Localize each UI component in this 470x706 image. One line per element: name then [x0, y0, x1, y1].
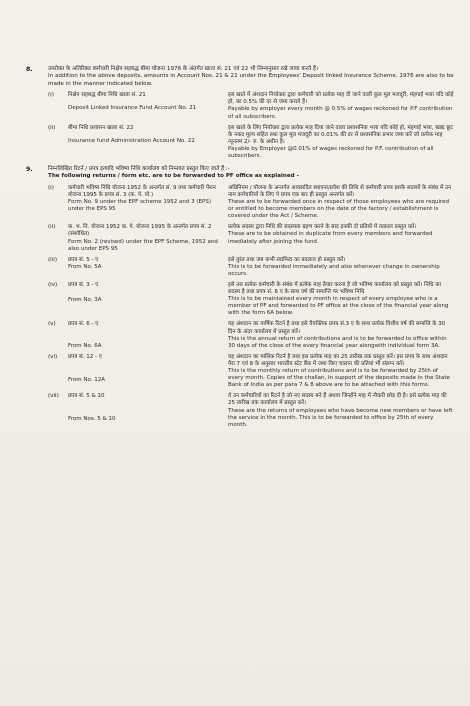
- item-number: (v): [48, 321, 56, 328]
- item-label-hindi: बीमा निधि प्रशासन खाता सं. 22: [68, 124, 134, 131]
- item-description: [228, 224, 454, 252]
- item-desc-hindi: यह अंशदान का वार्षिक रिटर्न है तथा इसे वैयक्तिक प्रपत्र सं.3 ए के साथ प्रत्येक वित्तीय वर्ष की समाप्ति के 30 दिन के अंदर कार्यालय में प्रस्तुत करें।: [228, 321, 446, 335]
- item-description: [228, 257, 454, 278]
- item-desc-english: These are to be forwarded once in respect of those employees who are required or entitled to become members on the date of the factory / establishment is covered under the Act / Scheme.: [228, 199, 450, 220]
- item-desc-english: Payable by Employer @0.01% of wages reckoned for P.F. contribution of all subscribers.: [228, 145, 434, 159]
- item-label: [68, 125, 228, 160]
- item-description: [228, 282, 454, 317]
- item-number: (i): [48, 184, 54, 191]
- item-description: [228, 393, 454, 428]
- item-label: [68, 185, 228, 220]
- item-label-hindi: प्रपत्र सं. 12 - ए: [68, 353, 102, 360]
- item-label-english: Form No. 9 under the EPF scheme 1952 and 3 (EPS) under the EPS 95: [68, 199, 211, 213]
- item-label-english: From Nos. 5 & 10: [68, 416, 116, 423]
- item-label: [68, 257, 228, 278]
- item-desc-hindi: इस खाते में अंशदान नियोक्ता द्वारा कर्मचारी को प्रत्येक माह दी जाने वाली कुल मूल मजदूरी, मंहगाई भत्ता यदि कोई हो, का 0.5% की दर से जमा कराते हैं।: [228, 92, 454, 106]
- item-label: [68, 282, 228, 317]
- item-label-hindi: कर्मचारी भविष्य निधि योजना 1952 के अन्तर्गत सं. 9 तथा कर्मचारी पेंशन योजना 1995 के प्रपत्र सं. 3 (क. पे. यो.): [68, 184, 216, 198]
- item-label-hindi: प्रपत्र सं. 5 - ए: [68, 256, 99, 263]
- list-item: [48, 92, 454, 120]
- item-label: [68, 92, 228, 120]
- section-number: 9.: [26, 166, 33, 174]
- item-desc-hindi: प्रत्येक सदस्य द्वारा निधि की सदस्यता ग्रहण करने के बाद इनकी दो प्रतियों में तत्काल प्रस्तुत करें।: [228, 224, 417, 231]
- item-label: [68, 321, 228, 349]
- section-9: [26, 166, 454, 429]
- item-number: (i): [48, 92, 54, 99]
- lead-english: The following returns / form etc. are to be forwarded to PF office as explained -: [48, 173, 299, 180]
- lead-hindi: निम्नलिखित रिटर्न / प्रपत्र इत्यादि भविष्य निधि कार्यालय को निम्नवत प्रस्तुत किए जाते हैं :-: [48, 166, 230, 173]
- item-label-hindi: निक्षेप सहबद्ध बीमा निधि खाता सं. 21: [68, 92, 146, 99]
- item-desc-english: These are the returns of employees who have become new members or have left the service in the month. This is to be forwarded to office by 25th of every month.: [228, 407, 453, 428]
- item-number: (iii): [48, 256, 58, 263]
- item-desc-hindi: इस खाते के लिए नियोक्ता द्वारा प्रत्येक माह दिया जाने वाला प्रशासनिक भत्ता यदि कोई हो, मंहगाई भत्ता, खाद्य छूट के नकद मूल्य सहित तथा कुल मूल मजदूरी का 0.01% की दर से प्रशासनिक प्रभार जमा करें जो प्रत्येक माह न्यूनतम 2/- रु. के अधीन है।: [228, 124, 453, 145]
- item-label-english: Deposit Linked Insurance Fund Account No. 21: [68, 105, 197, 112]
- item-desc-hindi: इसे तुरंत तथा जब कभी स्वामित्व का बदलाव हो प्रस्तुत करें।: [228, 256, 346, 263]
- item-label: [68, 354, 228, 389]
- item-number: (ii): [48, 224, 56, 231]
- item-desc-english: This is the annual return of contributions and is to be forwarded to office within 30 days of the close of the every financial year alongwith individual form 3A.: [228, 335, 447, 349]
- item-desc-hindi: अधिनियम / योजना के अन्तर्गत आच्छादित स्थापना/प्रवेश की तिथि से कर्मचारी प्रपत्र इसके सदस्यों के संबंध में उन नाम कर्मचारियों के लिए ये प्रपत्र एक बार ही प्रस्तुत अन्तर्गत करें।: [228, 184, 452, 198]
- lead-hindi: उपरोक्त के अतिरिक्त कर्मचारी निक्षेप सहबद्ध बीमा योजना 1976 के अंतर्गत खाता सं. 21 एवं 22 भी निम्नानुसार रखे जाया करते हैं।: [48, 66, 319, 72]
- item-desc-hindi: इसे उस प्रत्येक कर्मचारी के संबंध में प्रत्येक माह तैयार करना है जो भविष्य कार्यालय को प्रस्तुत करें। निधि का सदस्य है तथा प्रपत्र सं. 6 ए के साथ वर्ष की समाप्ति पर भविष्य निधि: [228, 282, 441, 296]
- list-item: [48, 185, 454, 220]
- list-item: [48, 321, 454, 349]
- item-label: [68, 393, 228, 428]
- item-number: (vi): [48, 353, 58, 360]
- item-desc-english: This is to be forwarded immediately and also whenever change in ownership occurs.: [228, 263, 440, 277]
- item-label: [68, 224, 228, 252]
- item-label-english: From No. 6A: [68, 342, 102, 349]
- item-desc-english: This is the monthly return of contributions and is to be forwarded by 25th of every month. Copies of the challan, In support of the deposits made in the State Bank of India as per para 7 & 8 above are to be attached with this forms.: [228, 368, 450, 389]
- item-description: [228, 185, 454, 220]
- item-label-hindi: प्रपत्र सं. 6 - ए: [68, 321, 99, 328]
- list-item: [48, 393, 454, 428]
- item-number: (ii): [48, 124, 56, 131]
- section-lead: [48, 66, 454, 88]
- item-number: (vii): [48, 393, 59, 400]
- item-desc-english: These are to be obtained in duplicate from every members and forwarded imediately after joining the fund.: [228, 231, 433, 245]
- list-item: [48, 125, 454, 160]
- list-item: [48, 354, 454, 389]
- item-desc-english: This is to be maintained every month in respect of every employee who is a member of PF and forwarded to PF office at the close of the financial year along with the form 6A below.: [228, 296, 449, 317]
- item-description: [228, 321, 454, 349]
- item-label-english: From No. 3A: [68, 297, 102, 304]
- item-label-english: Insurance fund Administration Account No. 22: [68, 137, 195, 144]
- item-desc-english: Payable by employer every month @ 0.5% of wages reckoned for P.F contribution of all subscribers.: [228, 106, 453, 120]
- section-lead: [48, 166, 454, 181]
- item-label-hindi: प्रपत्र सं. 5 & 10: [68, 393, 105, 400]
- item-desc-hindi: यह अंशदान का मासिक रिटर्न है तथा इस प्रत्येक माह का 25 तारीख तक प्रस्तुत करें। इस प्रपत्र के साथ अंशदान पैरा 7 एवं 8 के अनुसार भारतीय स्टेट बैंक में जमा किए चालान की प्रतियां भी संलग्न करें।: [228, 353, 448, 367]
- item-label-english: Form No. 2 (revised) under the EPF Scheme, 1952 and also under EPS 95: [68, 238, 218, 252]
- item-label-hindi: प्रपत्र सं. 3 - ए: [68, 282, 99, 288]
- item-description: [228, 125, 454, 160]
- item-label-english: From No. 5A: [68, 263, 102, 270]
- item-label-hindi: क. भ. नि. योजना 1952 क. पे. योजना 1995 के अन्तर्गत प्रपत्र सं. 2 (संशोधित): [68, 224, 212, 238]
- list-item: [48, 224, 454, 252]
- list-item: [48, 257, 454, 278]
- lead-english: In addition to the above deposits, amounts in Account Nos. 21 & 22 under the Employees' Deposit linked Insurance Scheme, 1976 are also to be made in the manner indicated below.: [48, 73, 454, 87]
- item-number: (iv): [48, 282, 58, 288]
- section-number: 8.: [26, 66, 33, 73]
- list-item: [48, 282, 454, 317]
- section-8: [26, 66, 454, 160]
- item-desc-hindi: ये उन कर्मचारियों का रिटर्न है जो नए सदस्य बने हैं अथवा जिन्होंने माह में नौकरी छोड़ दी है। इसे प्रत्येक माह की 25 तारीख तक कार्यालय में प्रस्तुत करें।: [228, 393, 447, 407]
- item-description: [228, 92, 454, 120]
- item-label-english: From No. 12A: [68, 376, 106, 383]
- item-description: [228, 354, 454, 389]
